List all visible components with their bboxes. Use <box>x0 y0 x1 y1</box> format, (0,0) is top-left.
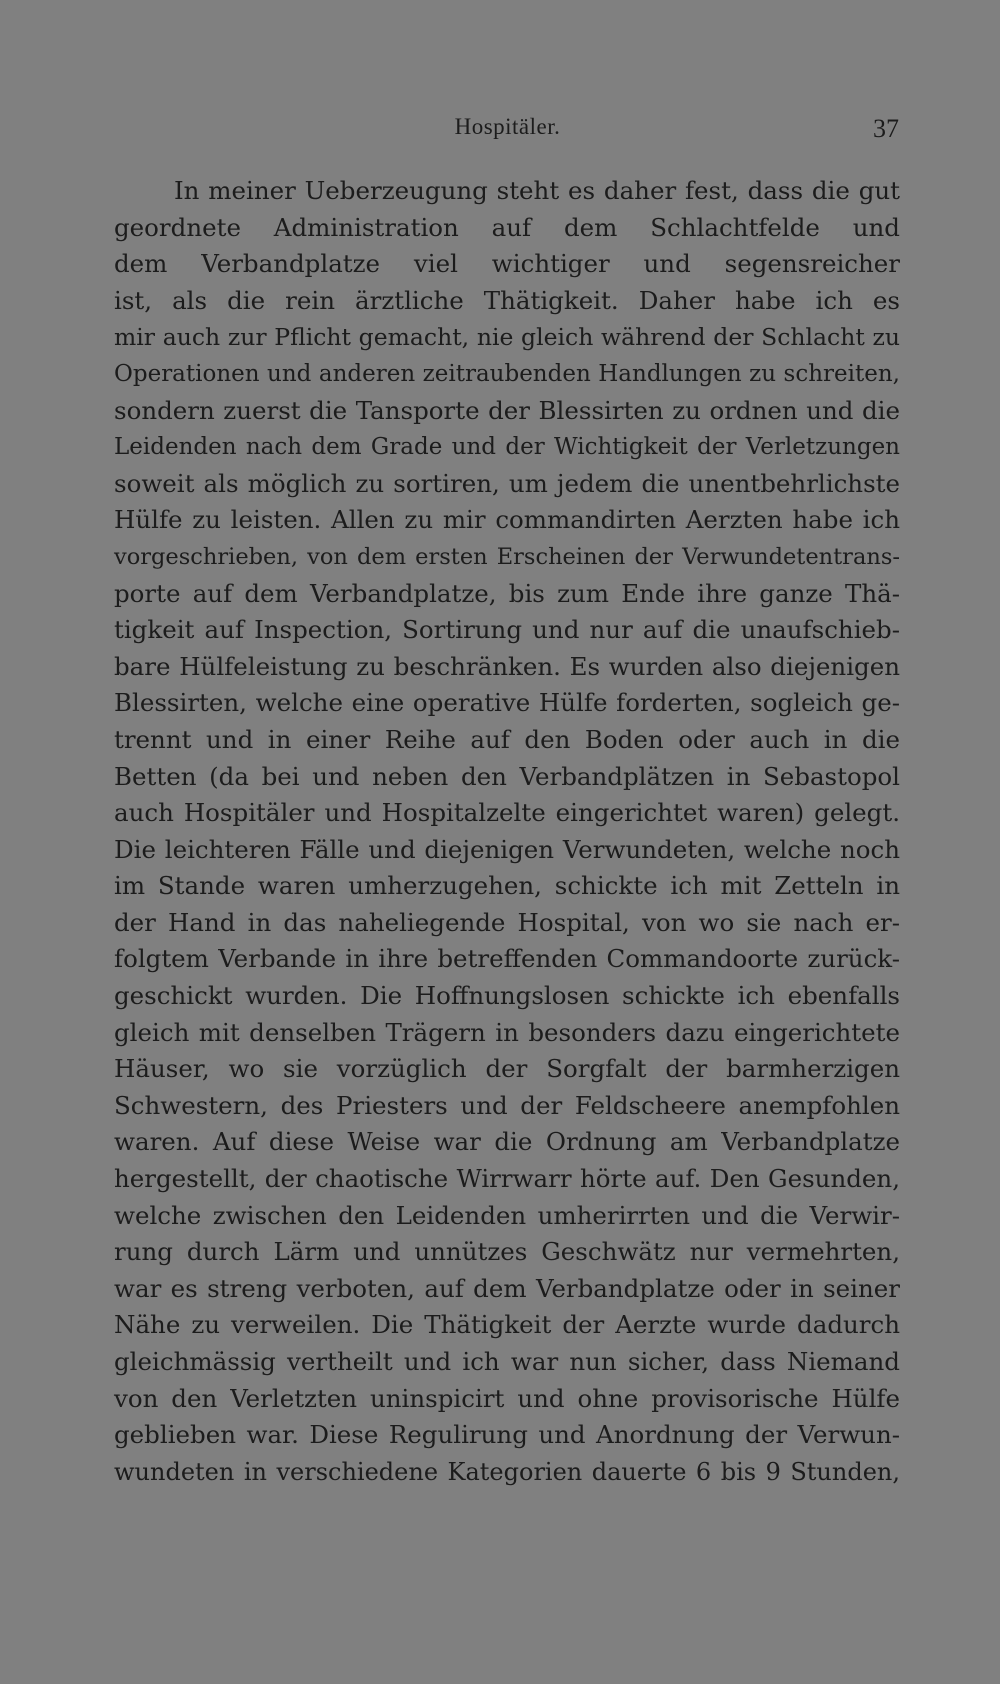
text-line: bare Hülfeleistung zu beschränken. Es wurden also diejenigen <box>114 651 900 681</box>
text-line: In meiner Ueberzeugung steht es daher fest, dass die gut <box>174 176 900 205</box>
text-line: geordnete Administration auf dem Schlachtfelde und <box>114 212 900 242</box>
text-line: Häuser, wo sie vorzüglich der Sorgfalt der barmherzigen <box>114 1054 900 1084</box>
text-line: mir auch zur Pflicht gemacht, nie gleich während der Schlacht zu <box>114 323 900 352</box>
text-line: Blessirten, welche eine operative Hülfe forderten, sogleich ge- <box>114 688 900 718</box>
page-number: 37 <box>873 114 899 143</box>
text-line: wundeten in verschiedene Kategorien dauerte 6 bis 9 Stunden, <box>114 1457 900 1486</box>
text-line: war es streng verboten, auf dem Verbandplatze oder in seiner <box>114 1273 900 1303</box>
text-line: Betten (da bei und neben den Verbandplätzen in Sebastopol <box>114 761 900 791</box>
text-line: soweit als möglich zu sortiren, um jedem die unentbehrlichste <box>114 468 900 498</box>
text-line: Leidenden nach dem Grade und der Wichtigkeit der Verletzungen <box>114 434 900 461</box>
text-line: dem Verbandplatze viel wichtiger und segensreicher <box>114 249 900 279</box>
text-line: gleichmässig vertheilt und ich war nun sicher, dass Niemand <box>114 1347 900 1376</box>
text-line: trennt und in einer Reihe auf den Boden oder auch in die <box>114 724 900 754</box>
text-line: geblieben war. Diese Regulirung und Anordnung der Verwun- <box>114 1420 900 1450</box>
text-line: welche zwischen den Leidenden umherirrten und die Verwir- <box>114 1200 900 1230</box>
text-line: waren. Auf diese Weise war die Ordnung am Verbandplatze <box>114 1127 900 1157</box>
text-line: hergestellt, der chaotische Wirrwarr hörte auf. Den Gesunden, <box>114 1164 900 1194</box>
text-line: im Stande waren umherzugehen, schickte ich mit Zetteln in <box>114 871 900 901</box>
text-line: geschickt wurden. Die Hoffnungslosen schickte ich ebenfalls <box>114 981 900 1011</box>
text-line: von den Verletzten uninspicirt und ohne provisorische Hülfe <box>114 1383 900 1413</box>
text-line: sondern zuerst die Tansporte der Blessirten zu ordnen und die <box>114 395 900 425</box>
text-line: Operationen und anderen zeitraubenden Handlungen zu schreiten, <box>114 360 900 387</box>
text-line: Schwestern, des Priesters und der Feldscheere anempfohlen <box>114 1090 900 1120</box>
text-line: porte auf dem Verbandplatze, bis zum Ende ihre ganze Thä- <box>114 578 900 608</box>
text-line: Die leichteren Fälle und diejenigen Verwundeten, welche noch <box>114 834 900 864</box>
text-line: ist, als die rein ärztliche Thätigkeit. Daher habe ich es <box>114 285 900 315</box>
running-title: Hospitäler. <box>454 114 561 139</box>
text-line: Nähe zu verweilen. Die Thätigkeit der Aerzte wurde dadurch <box>114 1310 900 1340</box>
text-line: Hülfe zu leisten. Allen zu mir commandirten Aerzten habe ich <box>114 505 900 535</box>
running-head <box>116 114 899 148</box>
body-text <box>114 173 900 1490</box>
text-line: auch Hospitäler und Hospitalzelte eingerichtet waren) gelegt. <box>114 798 900 828</box>
text-line: gleich mit denselben Trägern in besonders dazu eingerichtete <box>114 1017 900 1047</box>
text-line: vorgeschrieben, von dem ersten Erscheinen der Verwundetentrans- <box>114 543 900 570</box>
text-line: rung durch Lärm und unnützes Geschwätz nur vermehrten, <box>114 1237 900 1267</box>
text-line: der Hand in das naheliegende Hospital, von wo sie nach er- <box>114 907 900 937</box>
text-line: folgtem Verbande in ihre betreffenden Commandoorte zurück- <box>114 944 900 974</box>
text-line: tigkeit auf Inspection, Sortirung und nur auf die unaufschieb- <box>114 615 900 645</box>
